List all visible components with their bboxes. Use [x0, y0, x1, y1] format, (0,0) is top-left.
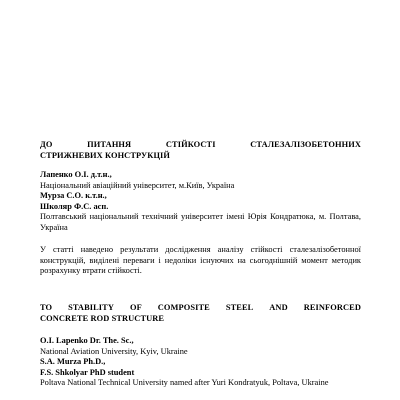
ukrainian-title-line-1 [40, 140, 361, 151]
author-affiliation: National Aviation University, Kyiv, Ukraine [40, 346, 188, 356]
ukrainian-title [40, 140, 361, 161]
author-name: F.S. Shkolyar PhD student [40, 367, 135, 377]
ukrainian-title-word: ДО [40, 140, 53, 149]
english-title-line-2: CONCRETE ROD STRUCTURE [40, 313, 165, 323]
author-name: S.A. Murza Ph.D., [40, 357, 106, 366]
english-title-word: TO [40, 303, 53, 312]
author-affiliation: Полтавський національний технічний університет імені Юрія Кондратюка, м. Полтава, Україна [40, 212, 361, 232]
english-title-word: OF [129, 303, 142, 312]
ukrainian-abstract: У статті наведено результати дослідження аналізу стійкості сталезалізобетонної конструкцій, виділені переваги і недоліки існуючих на сьогоднішній момент методик розрахунку втрати стійкості. [40, 245, 361, 275]
author-affiliation: Національний авіаційний університет, м.Київ, Україна [40, 180, 235, 190]
ukrainian-title-word: ПИТАННЯ [87, 140, 132, 149]
author-affiliation: Poltava National Technical University named after Yuri Kondratyuk, Poltava, Ukraine [40, 378, 329, 387]
english-title-word: STEEL [225, 303, 254, 312]
english-title-word: STABILITY [68, 303, 115, 312]
english-title-word: REINFORCED [303, 303, 361, 312]
ukrainian-title-word: СТАЛЕЗАЛІЗОБЕТОННИХ [250, 140, 361, 149]
ukrainian-title-line-2: СТРИЖНЕВИХ КОНСТРУКЦІЙ [40, 150, 171, 160]
english-title-line-1 [40, 303, 361, 314]
english-title-word: COMPOSITE [157, 303, 210, 312]
english-authors [40, 336, 361, 389]
ukrainian-authors [40, 170, 361, 233]
author-name: O.I. Lapenko Dr. The. Sc., [40, 336, 134, 345]
author-name: Лапенко О.І. д.т.н., [40, 170, 112, 179]
author-name: Школяр Ф.С. асп. [40, 201, 109, 211]
english-title [40, 303, 361, 324]
english-title-word: AND [269, 303, 288, 312]
author-name: Мурза С.О. к.т.н., [40, 191, 107, 200]
ukrainian-title-word: СТІЙКОСТІ [165, 140, 216, 149]
